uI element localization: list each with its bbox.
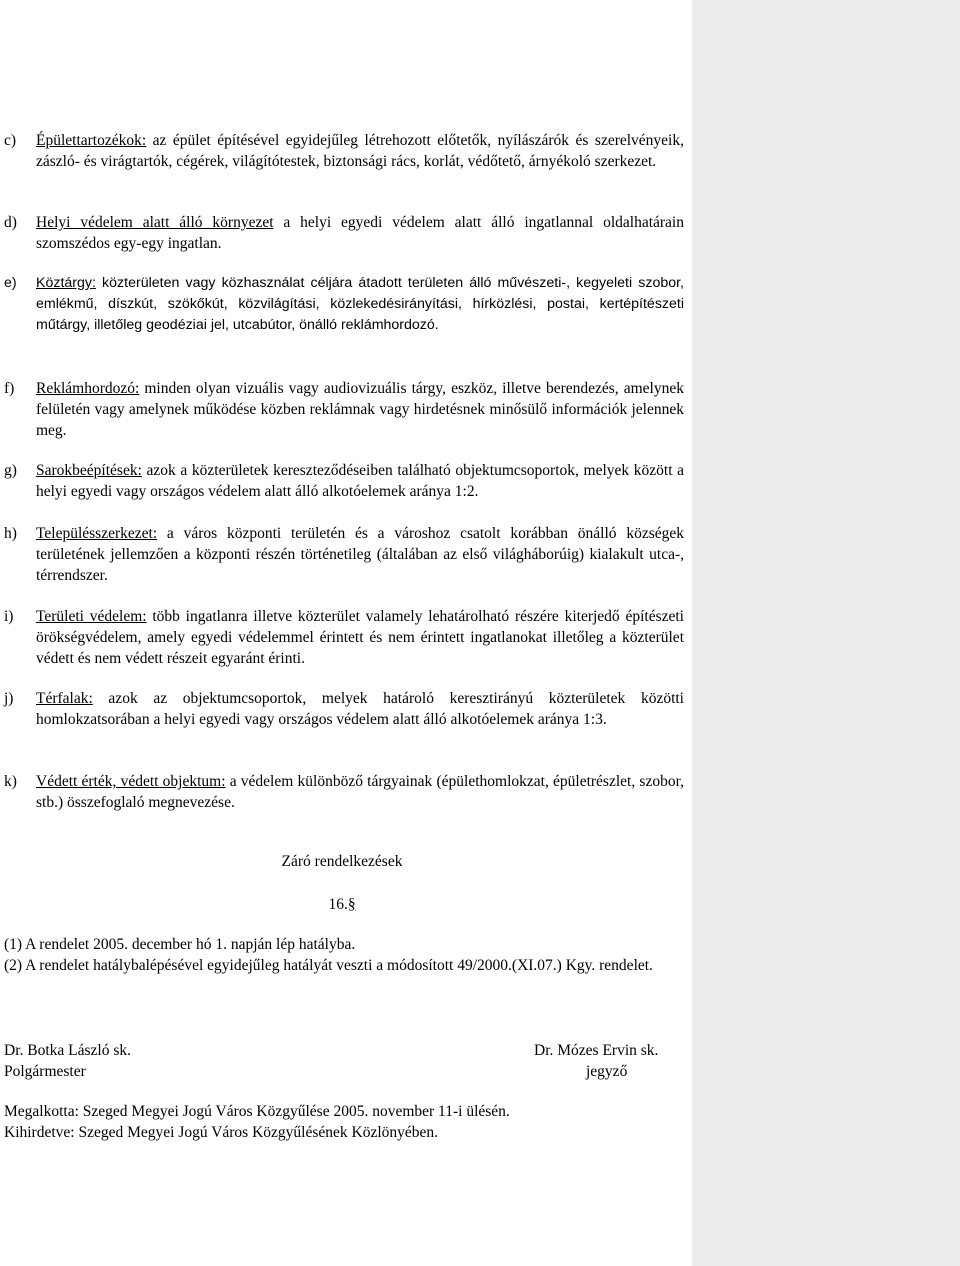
signatory-right-title: jegyző: [586, 1063, 628, 1080]
definition-term: Védett érték, védett objektum:: [36, 773, 226, 790]
definition-text: azok az objektumcsoportok, melyek határoló keresztirányú közterületek közötti homlokzatsorában a helyi egyedi vagy országos védelem alatt álló alkotóelemek aránya 1:3.: [36, 690, 684, 728]
section-sign: §: [347, 896, 356, 913]
closing-paragraph-2: (2) A rendelet hatálybalépésével egyidejűleg hatályát veszti a módosított 49/2000.(XI.07.) Kgy. rendelet.: [4, 957, 653, 974]
definition-label: f): [4, 380, 15, 397]
signatory-left-name: Dr. Botka László sk.: [4, 1042, 131, 1059]
definition-term: Településszerkezet:: [36, 525, 158, 542]
definition-i: [4, 606, 684, 669]
definition-term: Reklámhordozó:: [36, 380, 140, 397]
definition-term: Térfalak:: [36, 690, 93, 707]
definition-f: [4, 378, 684, 441]
definition-text: az épület építésével egyidejűleg létrehozott előtetők, nyílászárók és szerelvényeik, zászló- és virágtartók, cégérek, világítótestek, biztonsági rács, korlát, védőtető, árnyékoló szerkezet.: [36, 132, 684, 170]
definition-c: [4, 130, 684, 172]
definition-g: [4, 460, 684, 502]
definition-e: [4, 273, 684, 336]
definition-label: c): [4, 132, 17, 149]
footer-published: Kihirdetve: Szeged Megyei Jogú Város Közgyűlésének Közlönyében.: [4, 1124, 439, 1141]
definition-label: g): [4, 462, 17, 479]
definition-text: a város központi területén és a városhoz csatolt korábban önálló községek területének jellemzően a központi részén történetileg (általában az első világháborúig) kialakult utca-, térrendszer.: [36, 525, 684, 584]
definition-term: Helyi védelem alatt álló környezet: [36, 214, 274, 231]
definition-label: i): [4, 608, 14, 625]
closing-heading: Záró rendelkezések: [281, 853, 403, 870]
definition-text: azok a közterületek kereszteződéseiben található objektumcsoportok, melyek között a helyi egyedi vagy országos védelem alatt álló alkotóelemek aránya 1:2.: [36, 462, 684, 500]
definition-term: Köztárgy:: [36, 275, 96, 291]
footer-adopted: Megalkotta: Szeged Megyei Jogú Város Közgyűlése 2005. november 11-i ülésén.: [4, 1103, 510, 1120]
definition-label: j): [4, 690, 14, 707]
definition-label: h): [4, 525, 17, 542]
signatory-left-title: Polgármester: [4, 1063, 86, 1080]
definition-label: k): [4, 773, 17, 790]
section-number-text: 16.: [328, 896, 348, 913]
definition-label: e): [4, 275, 17, 291]
definition-text: közterületen vagy közhasználat céljára átadott területen álló művészeti-, kegyeleti szobor, emlékmű, díszkút, szökőkút, közvilágítási, közlekedésirányítási, hírközlési, postai, kertépítészeti műtárgy, illetőleg geodéziai jel, utcabútor, önálló reklámhordozó.: [36, 275, 684, 333]
definition-text: minden olyan vizuális vagy audiovizuális tárgy, eszköz, illetve berendezés, amelynek felületén vagy amelynek működése közben reklámnak vagy hirdetésnek minősülő információk jelennek meg.: [36, 380, 684, 439]
definition-j: [4, 688, 684, 730]
definition-text: a védelem különböző tárgyainak (épülethomlokzat, épületrészlet, szobor, stb.) összefoglaló megnevezése.: [36, 773, 684, 811]
signatory-right-name: Dr. Mózes Ervin sk.: [534, 1042, 659, 1059]
definition-h: [4, 523, 684, 586]
definition-text: több ingatlanra illetve közterület valamely lehatárolható részére kiterjedő építészeti örökségvédelem, amely egyedi védelemmel érintett és nem érintett ingatlanokat illetőleg a közterület védett és nem védett részeit egyaránt érinti.: [36, 608, 684, 667]
section-number: [0, 896, 684, 914]
closing-paragraph-1: (1) A rendelet 2005. december hó 1. napján lép hatályba.: [4, 936, 356, 953]
definition-label: d): [4, 214, 17, 231]
definition-term: Épülettartozékok:: [36, 132, 147, 149]
definition-k: [4, 771, 684, 813]
definition-d: [4, 212, 684, 254]
definition-term: Sarokbeépítések:: [36, 462, 142, 479]
definition-text: a helyi egyedi védelem alatt álló ingatlannal oldalhatárain szomszédos egy-egy ingatlan.: [36, 214, 684, 252]
definition-term: Területi védelem:: [36, 608, 147, 625]
comment-pane: [692, 0, 960, 1266]
